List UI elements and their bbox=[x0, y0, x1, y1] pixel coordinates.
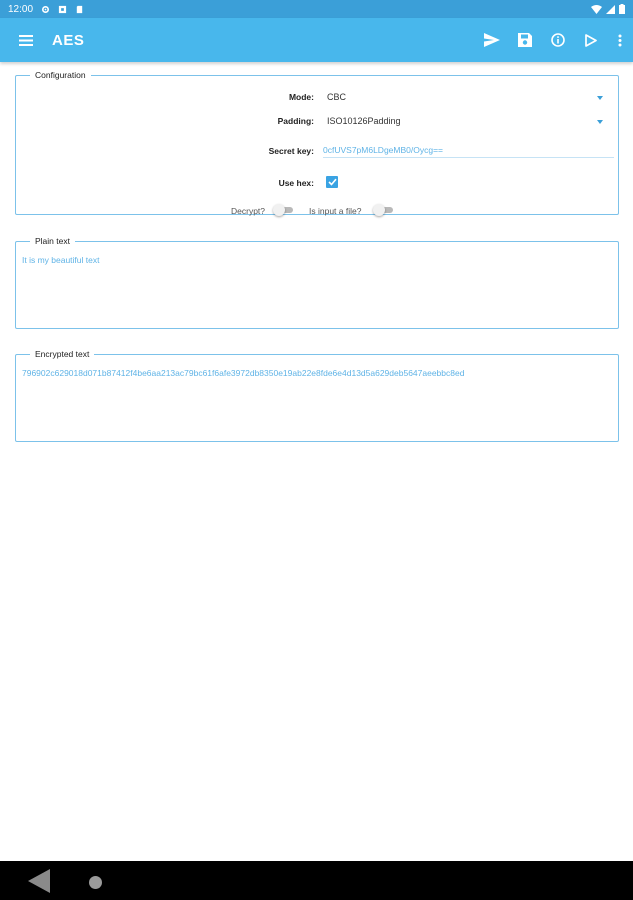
encrypted-text-output[interactable]: 796902c629018d071b87412f4be6aa213ac79bc61f6afe3972db8350e19ab22e8fde6e4d13d5a629deb5647aeebbc8ed bbox=[22, 368, 465, 378]
send-icon bbox=[484, 33, 500, 47]
encrypted-text-legend: Encrypted text bbox=[35, 349, 90, 359]
navigation-bar bbox=[0, 861, 633, 900]
signal-icon bbox=[606, 5, 615, 14]
mode-select[interactable] bbox=[325, 86, 605, 106]
status-time: 12:00 bbox=[8, 3, 34, 15]
is-file-label: Is input a file? bbox=[309, 206, 362, 216]
run-button[interactable] bbox=[574, 18, 607, 62]
wifi-icon bbox=[591, 5, 602, 14]
padding-select[interactable] bbox=[325, 110, 605, 130]
more-options-button[interactable] bbox=[607, 18, 633, 62]
more-icon bbox=[618, 34, 622, 47]
plain-text-panel bbox=[15, 236, 619, 329]
configuration-legend: Configuration bbox=[35, 70, 86, 80]
chevron-down-icon bbox=[597, 96, 603, 100]
decrypt-toggle[interactable] bbox=[273, 204, 295, 216]
app-title: AES bbox=[52, 31, 85, 49]
shield-icon bbox=[58, 5, 67, 14]
use-hex-checkbox[interactable] bbox=[326, 176, 338, 188]
chevron-down-icon bbox=[597, 120, 603, 124]
encrypted-text-panel bbox=[15, 349, 619, 442]
info-button[interactable] bbox=[541, 18, 574, 62]
configuration-panel bbox=[15, 70, 619, 215]
plain-text-legend: Plain text bbox=[35, 236, 70, 246]
toggle-thumb bbox=[273, 204, 285, 216]
settings-icon bbox=[41, 5, 50, 14]
save-button[interactable] bbox=[508, 18, 541, 62]
battery-icon bbox=[619, 4, 625, 14]
save-icon bbox=[518, 33, 532, 47]
padding-label: Padding: bbox=[277, 116, 314, 126]
padding-value: ISO10126Padding bbox=[327, 116, 401, 126]
toggle-thumb bbox=[373, 204, 385, 216]
home-icon[interactable] bbox=[89, 876, 102, 889]
play-icon bbox=[585, 34, 597, 47]
use-hex-label: Use hex: bbox=[278, 178, 314, 188]
secret-key-label: Secret key: bbox=[268, 146, 314, 156]
is-file-toggle[interactable] bbox=[373, 204, 395, 216]
menu-button[interactable] bbox=[0, 18, 52, 62]
sd-card-icon bbox=[75, 5, 84, 14]
mode-label: Mode: bbox=[288, 92, 314, 102]
menu-icon bbox=[19, 35, 33, 46]
back-icon[interactable] bbox=[28, 869, 50, 893]
decrypt-label: Decrypt? bbox=[231, 206, 266, 216]
info-icon bbox=[551, 33, 565, 47]
mode-value: CBC bbox=[327, 92, 347, 102]
secret-key-input[interactable] bbox=[323, 142, 614, 158]
app-bar bbox=[0, 18, 633, 62]
status-bar bbox=[0, 0, 633, 18]
send-button[interactable] bbox=[475, 18, 508, 62]
plain-text-input[interactable]: It is my beautiful text bbox=[22, 255, 100, 265]
check-icon bbox=[328, 178, 337, 186]
